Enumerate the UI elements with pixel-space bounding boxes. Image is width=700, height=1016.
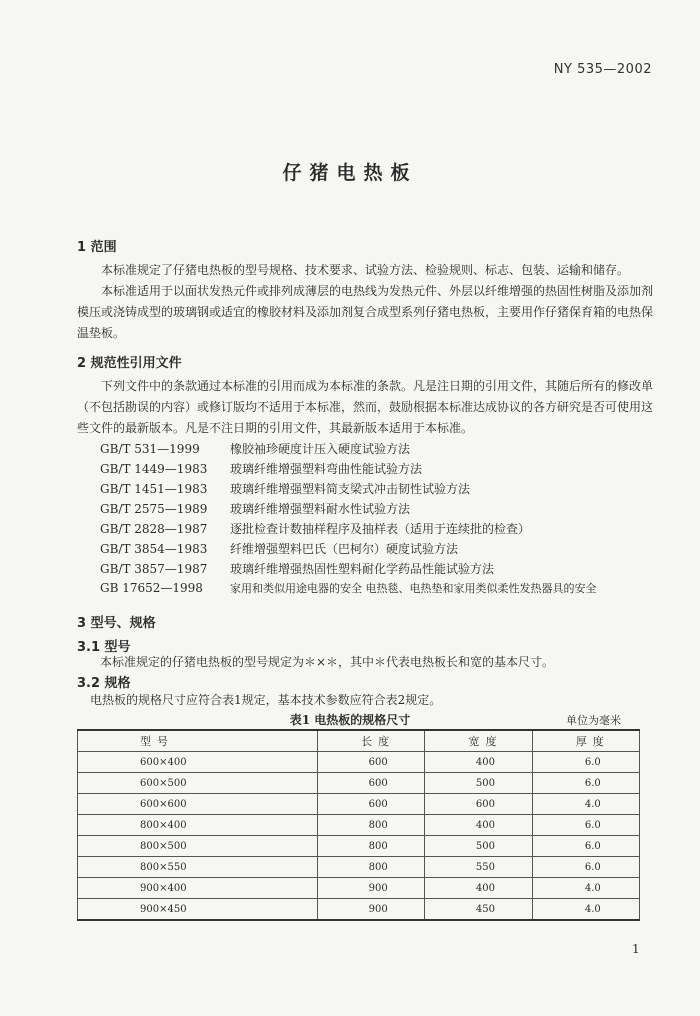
section-1-para-1: 本标准规定了仔猪电热板的型号规格、技术要求、试验方法、检验规则、标志、包装、运输和储存。 <box>101 263 630 277</box>
section-1-para-2: 本标准适用于以面状发热元件或排列成薄层的电热线为发热元件、外层以纤维增强的热固性树脂及添加剂模压或浇铸成型的玻璃钢或适宜的橡胶材料及添加剂复合成型系列仔猪电热板，主要用作仔猪保育箱的电热保温垫板。 <box>77 284 654 340</box>
reference-code: GB 17652—1998 <box>100 581 203 595</box>
section-3-2-text: 电热板的规格尺寸应符合表1规定，基本技术参数应符合表2规定。 <box>90 693 442 707</box>
cell-length: 600 <box>317 752 424 773</box>
column-header-model: 型号 <box>78 730 318 752</box>
reference-name: 逐批检查计数抽样程序及抽样表（适用于连续批的检查） <box>230 522 531 536</box>
table-row <box>78 836 640 857</box>
cell-model: 600×500 <box>78 773 318 794</box>
column-header-length: 长度 <box>317 730 424 752</box>
cell-thickness: 6.0 <box>532 857 639 878</box>
column-header-thickness: 厚度 <box>532 730 639 752</box>
reference-name: 纤维增强塑料巴氏（巴柯尔）硬度试验方法 <box>230 542 459 556</box>
table-row <box>78 773 640 794</box>
cell-model: 800×400 <box>78 815 318 836</box>
reference-item <box>100 480 470 500</box>
table-row <box>78 815 640 836</box>
section-3-heading: 3 型号、规格 <box>77 616 156 631</box>
page-number: 1 <box>632 942 640 956</box>
cell-model: 800×500 <box>78 836 318 857</box>
spec-table <box>77 729 640 921</box>
cell-length: 800 <box>317 815 424 836</box>
cell-length: 900 <box>317 899 424 921</box>
cell-thickness: 6.0 <box>532 836 639 857</box>
table-row <box>78 794 640 815</box>
standard-number: NY 535—2002 <box>553 62 652 77</box>
cell-width: 400 <box>425 878 532 899</box>
cell-thickness: 4.0 <box>532 794 639 815</box>
reference-name: 玻璃纤维增强热固性塑料耐化学药品性能试验方法 <box>230 562 495 576</box>
section-2-para-1: 下列文件中的条款通过本标准的引用而成为本标准的条款。凡是注日期的引用文件，其随后所有的修改单（不包括勘误的内容）或修订版均不适用于本标准，然而，鼓励根据本标准达成协议的各方研究是否可使用这些文件的最新版本。凡是不注日期的引用文件，其最新版本适用于本标准。 <box>77 379 654 435</box>
cell-thickness: 6.0 <box>532 773 639 794</box>
section-2-heading: 2 规范性引用文件 <box>77 356 182 371</box>
cell-model: 800×550 <box>78 857 318 878</box>
reference-code: GB/T 2828—1987 <box>100 522 208 536</box>
reference-item <box>100 560 494 580</box>
table-caption: 表1 电热板的规格尺寸 <box>289 713 411 727</box>
cell-model: 900×400 <box>78 878 318 899</box>
cell-length: 600 <box>317 773 424 794</box>
cell-model: 600×400 <box>78 752 318 773</box>
cell-model: 900×450 <box>78 899 318 921</box>
table-row <box>78 857 640 878</box>
cell-width: 400 <box>425 752 532 773</box>
section-3-2-heading: 3.2 规格 <box>77 676 131 691</box>
table-row <box>78 899 640 921</box>
reference-code: GB/T 1451—1983 <box>100 482 208 496</box>
section-3-1-text: 本标准规定的仔猪电热板的型号规定为＊×＊，其中＊代表电热板长和宽的基本尺寸。 <box>100 655 555 669</box>
reference-code: GB/T 3854—1983 <box>100 542 208 556</box>
cell-length: 800 <box>317 857 424 878</box>
cell-width: 500 <box>425 773 532 794</box>
cell-width: 550 <box>425 857 532 878</box>
cell-length: 900 <box>317 878 424 899</box>
cell-width: 400 <box>425 815 532 836</box>
cell-model: 600×600 <box>78 794 318 815</box>
reference-code: GB/T 2575—1989 <box>100 502 208 516</box>
reference-code: GB/T 3857—1987 <box>100 562 208 576</box>
reference-item <box>100 540 458 560</box>
table-row <box>78 878 640 899</box>
cell-thickness: 6.0 <box>532 815 639 836</box>
reference-name: 橡胶袖珍硬度计压入硬度试验方法 <box>230 442 411 456</box>
reference-name: 玻璃纤维增强塑料简支梁式冲击韧性试验方法 <box>230 482 471 496</box>
cell-width: 500 <box>425 836 532 857</box>
cell-thickness: 4.0 <box>532 899 639 921</box>
cell-width: 600 <box>425 794 532 815</box>
reference-item <box>100 440 410 460</box>
section-3-1-heading: 3.1 型号 <box>77 640 131 655</box>
section-1-heading: 1 范围 <box>77 240 117 255</box>
reference-code: GB/T 531—1999 <box>100 442 200 456</box>
cell-width: 450 <box>425 899 532 921</box>
reference-item <box>100 460 422 480</box>
cell-thickness: 4.0 <box>532 878 639 899</box>
reference-code: GB/T 1449—1983 <box>100 462 208 476</box>
table-unit: 单位为毫米 <box>566 714 621 727</box>
table-row <box>78 752 640 773</box>
document-title: 仔猪电热板 <box>282 162 418 184</box>
cell-length: 800 <box>317 836 424 857</box>
cell-thickness: 6.0 <box>532 752 639 773</box>
reference-item <box>100 520 530 540</box>
table-header-row <box>78 730 640 752</box>
reference-name: 玻璃纤维增强塑料弯曲性能试验方法 <box>230 462 423 476</box>
column-header-width: 宽度 <box>425 730 532 752</box>
reference-name: 家用和类似用途电器的安全 电热毯、电热垫和家用类似柔性发热器具的安全 <box>230 582 597 595</box>
reference-item <box>100 500 410 520</box>
reference-name: 玻璃纤维增强塑料耐水性试验方法 <box>230 502 411 516</box>
reference-item <box>100 580 660 600</box>
cell-length: 600 <box>317 794 424 815</box>
